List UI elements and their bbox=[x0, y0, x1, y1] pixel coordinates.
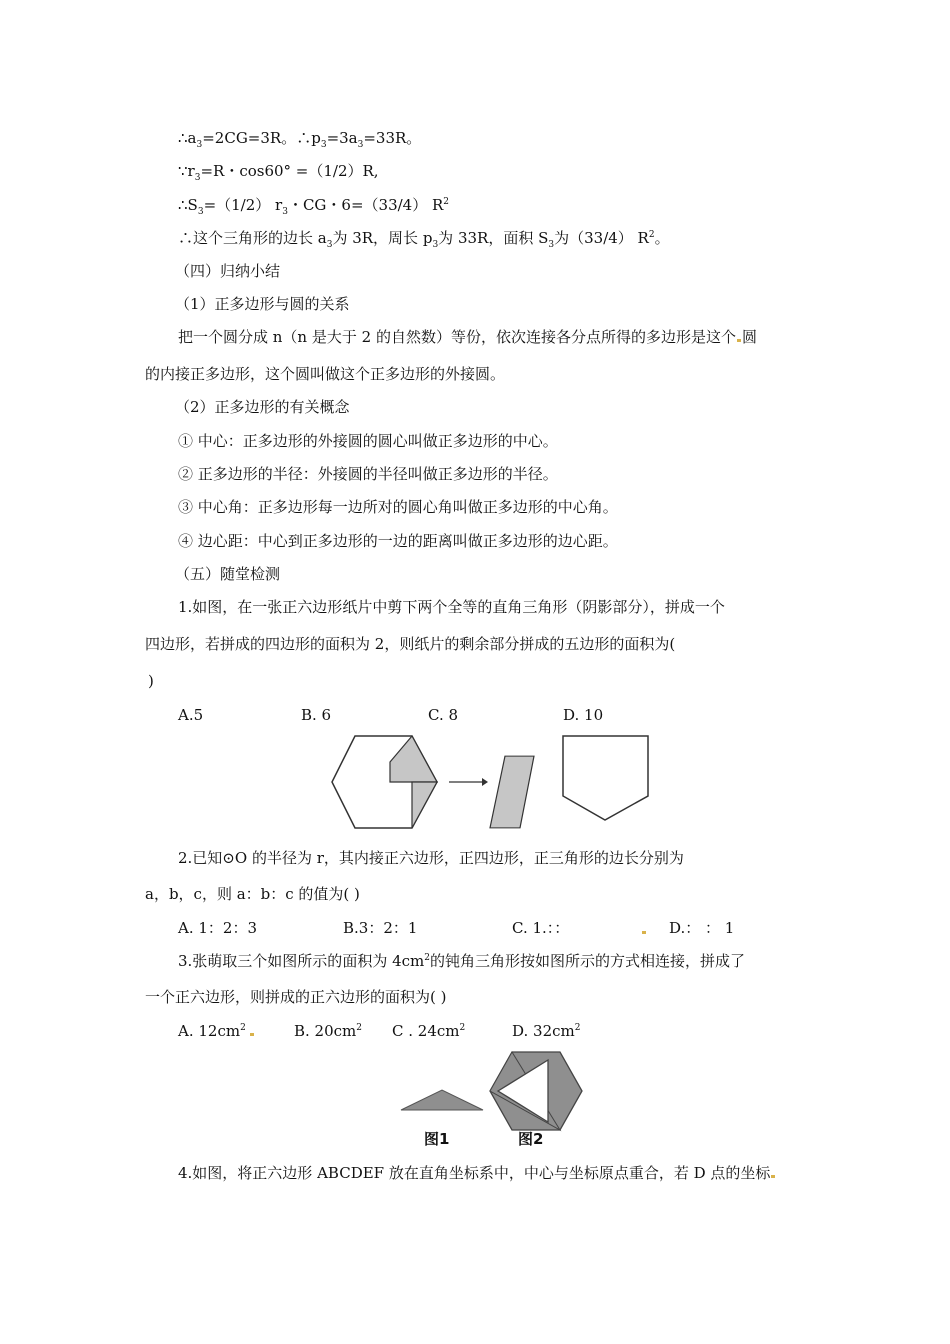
quiz-heading: （五）随堂检测 bbox=[175, 565, 281, 583]
summary-item-2: ② 正多边形的半径：外接圆的半径叫做正多边形的半径。 bbox=[178, 465, 558, 483]
highlight-mark bbox=[737, 339, 741, 342]
q2-line1: 2.已知⊙O 的半径为 r，其内接正六边形，正四边形，正三角形的边长分别为 bbox=[178, 849, 684, 867]
derivation-line-2: $\because r_3=R$・cos60° =（1/2）R, bbox=[178, 162, 379, 183]
q1-line3: ) bbox=[148, 672, 154, 690]
derivation-line-1: $\therefore a_3=2CG=3R$。$\therefore p_3=3a_3=33R$。 bbox=[178, 129, 422, 150]
q3-line1: 3.张萌取三个如图所示的面积为 $4cm^2$的钝角三角形按如图所示的方式相连接，拼成了 bbox=[178, 952, 745, 970]
q3-option-d: D. $32cm^2$ bbox=[512, 1022, 581, 1040]
highlight-mark bbox=[642, 931, 646, 934]
derivation-line-3: $\therefore S_3=(1/2)$ $r_3$・CG・6=（33/4） $R^2$ bbox=[178, 196, 450, 217]
obtuse-triangle-shape bbox=[401, 1090, 483, 1110]
summary-heading: （四）归纳小结 bbox=[175, 262, 281, 280]
q1-line2: 四边形，若拼成的四边形的面积为 2，则纸片的剩余部分拼成的五边形的面积为( bbox=[145, 635, 676, 653]
q3-option-a: A. $12cm^2$ bbox=[178, 1022, 246, 1040]
q3-figure-2 bbox=[488, 1050, 584, 1132]
shaded-triangle-bottom bbox=[412, 782, 437, 828]
q1-option-b: B. 6 bbox=[301, 706, 332, 724]
q1-line1: 1.如图，在一张正六边形纸片中剪下两个全等的直角三角形（阴影部分），拼成一个 bbox=[178, 598, 725, 616]
summary-para1-line2: 的内接正多边形，这个圆叫做这个正多边形的外接圆。 bbox=[145, 365, 506, 383]
summary-para1-line1: 把一个圆分成 n（n 是大于 2 的自然数）等份，依次连接各分点所得的多边形是这个 圆 bbox=[178, 328, 757, 346]
q2-line2: a，b，c，则 a：b：c 的值为( ) bbox=[145, 885, 360, 903]
summary-sub2: （2）正多边形的有关概念 bbox=[175, 398, 350, 416]
q1-option-c: C. 8 bbox=[428, 706, 459, 724]
summary-item-3: ③ 中心角：正多边形每一边所对的圆心角叫做正多边形的中心角。 bbox=[178, 498, 618, 516]
q4-line1: 4.如图，将正六边形 ABCDEF 放在直角坐标系中，中心与坐标原点重合，若 D 点的坐标 bbox=[178, 1163, 776, 1183]
q3-option-c: C . $24cm^2$ bbox=[392, 1022, 466, 1040]
summary-item-1: ① 中心：正多边形的外接圆的圆心叫做正多边形的中心。 bbox=[178, 432, 558, 450]
q2-option-b: B.3：2：1 bbox=[343, 919, 418, 937]
parallelogram-shape bbox=[490, 756, 534, 828]
highlight-mark bbox=[250, 1033, 254, 1036]
q3-option-b: B. $20cm^2$ bbox=[294, 1022, 363, 1040]
q2-option-a: A. 1：2：3 bbox=[178, 919, 257, 937]
q1-figure bbox=[330, 734, 660, 834]
q3-figure-1 bbox=[400, 1088, 484, 1112]
summary-item-4: ④ 边心距：中心到正多边形的一边的距离叫做正多边形的边心距。 bbox=[178, 532, 618, 550]
summary-sub1: （1）正多边形与圆的关系 bbox=[175, 295, 350, 313]
q2-option-c: C. 1.：： bbox=[512, 919, 570, 937]
fig2-caption: 图2 bbox=[518, 1130, 544, 1148]
arrow-head-icon bbox=[482, 778, 488, 786]
q1-option-a: A.5 bbox=[178, 706, 204, 724]
q1-option-d: D. 10 bbox=[563, 706, 604, 724]
derivation-line-4: ∴这个三角形的边长 $a_3$为 3R，周长 $p_3$为 33R，面积 $S_3$为（33/4） $R^2$。 bbox=[178, 229, 670, 250]
q3-line2: 一个正六边形，则拼成的正六边形的面积为( ) bbox=[145, 988, 447, 1006]
pentagon-shape bbox=[563, 736, 648, 820]
fig1-caption: 图1 bbox=[424, 1130, 450, 1148]
highlight-mark bbox=[771, 1175, 775, 1178]
q2-option-d: D.： ： 1 bbox=[669, 919, 735, 937]
